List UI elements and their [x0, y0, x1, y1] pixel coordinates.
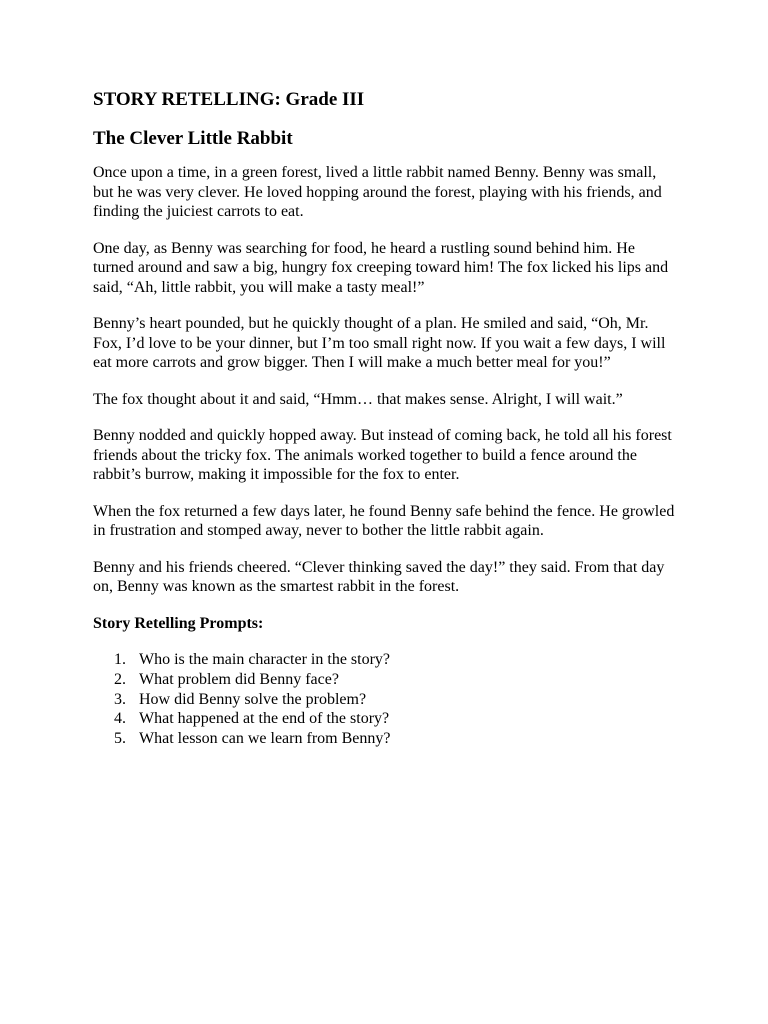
prompts-list: [93, 650, 678, 749]
prompt-number: 2.: [114, 670, 126, 688]
prompt-number: 5.: [114, 730, 126, 748]
story-paragraph-3: Benny’s heart pounded, but he quickly thought of a plan. He smiled and said, “Oh, Mr. Fox, I’d love to be your dinner, but I’m too small right now. If you wait a few days, I will eat more carrots and grow bigger. Then I will make a much better meal for you!”: [93, 315, 666, 371]
prompts-heading: Story Retelling Prompts:: [93, 614, 264, 632]
prompt-number: 4.: [114, 710, 126, 728]
story-paragraph-2: One day, as Benny was searching for food, he heard a rustling sound behind him. He turned around and saw a big, hungry fox creeping toward him! The fox licked his lips and said, “Ah, little rabbit, you will make a tasty meal!”: [93, 239, 669, 296]
story-title: The Clever Little Rabbit: [93, 128, 293, 149]
story-paragraph-4: The fox thought about it and said, “Hmm… that makes sense. Alright, I will wait.”: [93, 390, 623, 408]
prompt-item: [114, 729, 678, 749]
prompt-item: [114, 650, 678, 670]
prompt-item: [114, 670, 678, 690]
prompt-text: How did Benny solve the problem?: [139, 690, 367, 708]
document-page: [93, 88, 678, 749]
prompt-text: What problem did Benny face?: [139, 670, 339, 688]
prompt-text: Who is the main character in the story?: [139, 651, 391, 668]
story-paragraph-6: When the fox returned a few days later, he found Benny safe behind the fence. He growled in frustration and stomped away, never to bother the little rabbit again.: [93, 502, 675, 539]
story-paragraph-1: Once upon a time, in a green forest, lived a little rabbit named Benny. Benny was small, but he was very clever. He loved hopping around the forest, playing with his friends, and finding the juiciest carrots to eat.: [93, 164, 662, 220]
prompt-item: [114, 690, 678, 710]
prompt-number: 1.: [114, 651, 126, 668]
prompt-item: [114, 709, 678, 729]
story-paragraph-5: Benny nodded and quickly hopped away. But instead of coming back, he told all his forest friends about the tricky fox. The animals worked together to build a fence around the rabbit’s burrow, making it impossible for the fox to enter.: [93, 427, 672, 483]
prompt-text: What happened at the end of the story?: [139, 710, 390, 728]
prompt-number: 3.: [114, 690, 126, 708]
document-heading: STORY RETELLING: Grade III: [93, 89, 365, 110]
prompt-text: What lesson can we learn from Benny?: [139, 730, 391, 748]
story-paragraph-7: Benny and his friends cheered. “Clever thinking saved the day!” they said. From that day on, Benny was known as the smartest rabbit in the forest.: [93, 558, 665, 595]
